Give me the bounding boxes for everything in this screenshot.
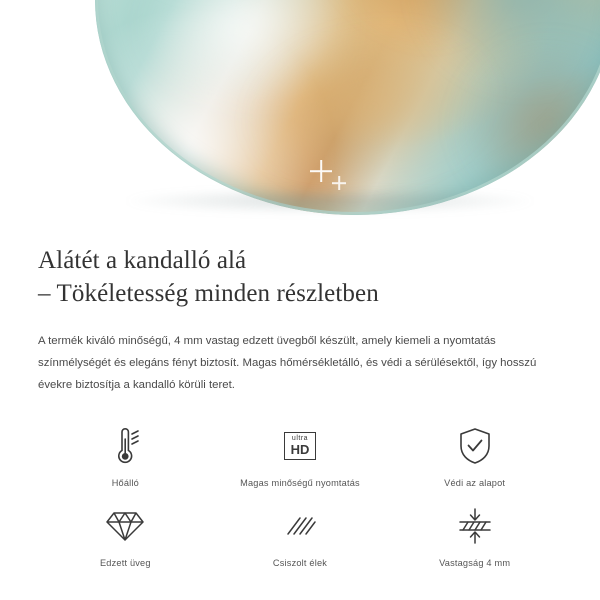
ultra-hd-icon — [284, 424, 317, 468]
page-title — [38, 244, 562, 310]
feature-item-tempered-glass — [38, 504, 213, 568]
headline-line-2: – Tökéletesség minden részletben — [38, 280, 379, 307]
shield-check-icon — [457, 424, 493, 468]
thermometer-icon — [108, 424, 142, 468]
feature-grid — [38, 424, 562, 568]
ultra-hd-bottom-label: HD — [290, 442, 310, 457]
feature-item-surface-protection — [387, 424, 562, 488]
feature-label: Hőálló — [111, 478, 139, 488]
feature-item-polished-edges — [213, 504, 388, 568]
feature-item-thickness — [387, 504, 562, 568]
polished-edges-icon — [282, 504, 318, 548]
feature-label: Vastagság 4 mm — [439, 558, 511, 568]
feature-label: Magas minőségű nyomtatás — [240, 478, 360, 488]
diamond-icon — [105, 504, 145, 548]
feature-label: Edzett üveg — [99, 558, 151, 568]
hero-image — [0, 0, 600, 222]
description-paragraph: A termék kiváló minőségű, 4 mm vastag edzett üvegből készült, amely kiemeli a nyomtatás színmélységét és elegáns fényt biztosít. Magas hőmérsékletálló, és védi a sérülésektől, így hosszú évekre biztosítja a kandalló körüli teret. — [38, 335, 537, 391]
headline-line-1: Alátét a kandalló alá — [38, 247, 247, 274]
feature-label: Védi az alapot — [444, 478, 506, 488]
thickness-icon — [455, 504, 495, 548]
feature-item-print-quality — [213, 424, 388, 488]
feature-label: Csiszolt élek — [272, 558, 328, 568]
ultra-hd-top-label: ultra — [291, 435, 309, 442]
feature-item-heat-resistant — [38, 424, 213, 488]
content-area — [0, 244, 600, 568]
round-glass-pad-image — [95, 0, 600, 215]
drop-shadow — [120, 188, 540, 214]
